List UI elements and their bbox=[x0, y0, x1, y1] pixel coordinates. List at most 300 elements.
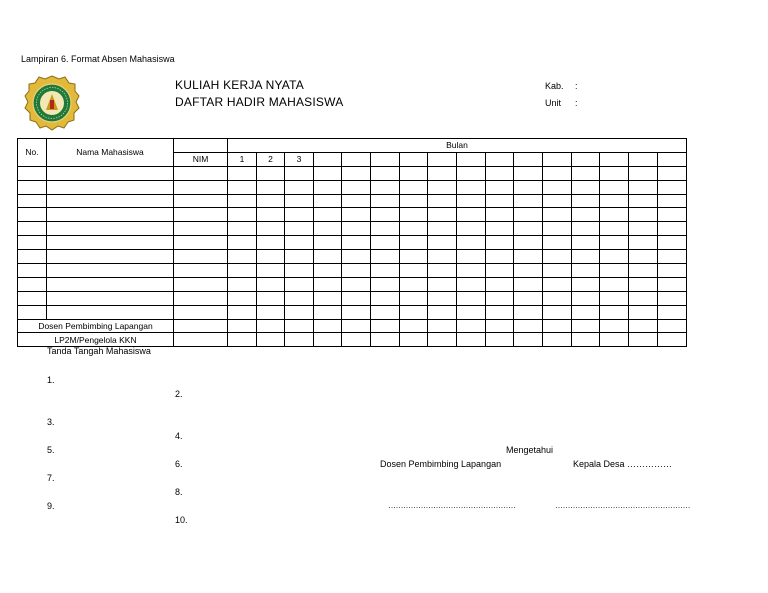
table-cell[interactable] bbox=[486, 222, 514, 236]
table-cell[interactable] bbox=[174, 250, 228, 264]
table-cell[interactable] bbox=[371, 236, 400, 250]
signature-number-3: 3. bbox=[47, 417, 55, 427]
table-cell[interactable] bbox=[428, 222, 457, 236]
table-cell[interactable] bbox=[47, 194, 174, 208]
header-blank bbox=[174, 139, 228, 153]
table-cell[interactable] bbox=[658, 264, 687, 278]
table-cell[interactable] bbox=[257, 194, 285, 208]
header-day-blank bbox=[428, 152, 457, 166]
table-cell[interactable] bbox=[47, 222, 174, 236]
table-cell[interactable] bbox=[658, 305, 687, 319]
table-cell[interactable] bbox=[428, 319, 457, 333]
table-cell[interactable] bbox=[514, 208, 543, 222]
table-cell[interactable] bbox=[257, 277, 285, 291]
header-day-1: 1 bbox=[228, 152, 257, 166]
table-cell[interactable] bbox=[629, 305, 658, 319]
table-cell[interactable] bbox=[629, 222, 658, 236]
table-cell[interactable] bbox=[342, 208, 371, 222]
table-cell[interactable] bbox=[486, 208, 514, 222]
table-cell[interactable] bbox=[572, 236, 600, 250]
table-cell[interactable] bbox=[18, 166, 47, 180]
table-cell[interactable] bbox=[600, 222, 629, 236]
table-cell[interactable] bbox=[285, 250, 314, 264]
table-cell[interactable] bbox=[543, 180, 572, 194]
table-cell[interactable] bbox=[371, 194, 400, 208]
table-cell[interactable] bbox=[47, 291, 174, 305]
table-cell[interactable] bbox=[658, 180, 687, 194]
table-cell[interactable] bbox=[629, 236, 658, 250]
table-cell[interactable] bbox=[47, 236, 174, 250]
header-day-blank bbox=[314, 152, 342, 166]
table-cell[interactable] bbox=[400, 166, 428, 180]
table-cell[interactable] bbox=[400, 250, 428, 264]
attendance-table bbox=[17, 138, 687, 347]
table-cell[interactable] bbox=[314, 222, 342, 236]
table-cell[interactable] bbox=[314, 291, 342, 305]
table-cell[interactable] bbox=[572, 305, 600, 319]
table-cell[interactable] bbox=[400, 277, 428, 291]
table-cell[interactable] bbox=[543, 333, 572, 347]
table-cell[interactable] bbox=[514, 305, 543, 319]
table-cell[interactable] bbox=[18, 305, 47, 319]
signature-number-6: 6. bbox=[175, 459, 183, 469]
table-cell[interactable] bbox=[257, 319, 285, 333]
table-cell[interactable] bbox=[228, 166, 257, 180]
signature-number-10: 10. bbox=[175, 515, 188, 525]
table-cell[interactable] bbox=[257, 236, 285, 250]
header-day-3: 3 bbox=[285, 152, 314, 166]
table-cell[interactable] bbox=[572, 222, 600, 236]
table-cell[interactable] bbox=[18, 194, 47, 208]
table-cell[interactable] bbox=[400, 180, 428, 194]
footer-row-label: Dosen Pembimbing Lapangan bbox=[18, 319, 174, 333]
table-cell[interactable] bbox=[257, 166, 285, 180]
table-cell[interactable] bbox=[658, 319, 687, 333]
table-cell[interactable] bbox=[228, 291, 257, 305]
table-cell[interactable] bbox=[658, 194, 687, 208]
table-cell[interactable] bbox=[572, 194, 600, 208]
table-cell[interactable] bbox=[314, 319, 342, 333]
kab-label: Kab. bbox=[545, 81, 564, 91]
header-day-blank bbox=[486, 152, 514, 166]
table-cell[interactable] bbox=[629, 291, 658, 305]
unit-label: Unit bbox=[545, 98, 562, 108]
table-row bbox=[18, 264, 687, 278]
table-cell[interactable] bbox=[428, 291, 457, 305]
kepala-desa-label: Kepala Desa …………… bbox=[573, 459, 673, 469]
table-cell[interactable] bbox=[228, 180, 257, 194]
table-cell[interactable] bbox=[18, 264, 47, 278]
table-cell[interactable] bbox=[371, 208, 400, 222]
table-cell[interactable] bbox=[543, 208, 572, 222]
table-cell[interactable] bbox=[600, 333, 629, 347]
table-cell[interactable] bbox=[572, 291, 600, 305]
table-cell[interactable] bbox=[285, 319, 314, 333]
header-bulan: Bulan bbox=[228, 139, 687, 153]
table-cell[interactable] bbox=[47, 208, 174, 222]
table-row bbox=[18, 305, 687, 319]
table-cell[interactable] bbox=[314, 333, 342, 347]
table-cell[interactable] bbox=[572, 250, 600, 264]
table-cell[interactable] bbox=[228, 333, 257, 347]
table-cell[interactable] bbox=[457, 264, 486, 278]
table-cell[interactable] bbox=[428, 208, 457, 222]
table-cell[interactable] bbox=[47, 166, 174, 180]
signature-number-7: 7. bbox=[47, 473, 55, 483]
kepala-desa-signature-line: ……………………………………………… bbox=[555, 501, 690, 510]
table-cell[interactable] bbox=[257, 222, 285, 236]
table-cell[interactable] bbox=[457, 180, 486, 194]
header-no: No. bbox=[18, 139, 47, 167]
table-cell[interactable] bbox=[457, 250, 486, 264]
table-cell[interactable] bbox=[174, 277, 228, 291]
table-cell[interactable] bbox=[18, 208, 47, 222]
table-cell[interactable] bbox=[228, 319, 257, 333]
table-cell[interactable] bbox=[600, 250, 629, 264]
table-cell[interactable] bbox=[658, 250, 687, 264]
table-row bbox=[18, 194, 687, 208]
table-cell[interactable] bbox=[600, 194, 629, 208]
table-cell[interactable] bbox=[514, 236, 543, 250]
table-cell[interactable] bbox=[486, 319, 514, 333]
table-cell[interactable] bbox=[18, 180, 47, 194]
table-cell[interactable] bbox=[543, 264, 572, 278]
table-cell[interactable] bbox=[629, 277, 658, 291]
table-row bbox=[18, 277, 687, 291]
signature-number-5: 5. bbox=[47, 445, 55, 455]
table-cell[interactable] bbox=[600, 236, 629, 250]
dosen-pembimbing-label: Dosen Pembimbing Lapangan bbox=[380, 459, 502, 469]
table-cell[interactable] bbox=[629, 264, 658, 278]
table-cell[interactable] bbox=[658, 166, 687, 180]
table-cell[interactable] bbox=[228, 305, 257, 319]
table-cell[interactable] bbox=[314, 305, 342, 319]
table-cell[interactable] bbox=[428, 277, 457, 291]
table-cell[interactable] bbox=[342, 222, 371, 236]
table-cell[interactable] bbox=[629, 194, 658, 208]
table-cell[interactable] bbox=[174, 305, 228, 319]
table-cell[interactable] bbox=[314, 180, 342, 194]
signature-number-4: 4. bbox=[175, 431, 183, 441]
table-cell[interactable] bbox=[543, 250, 572, 264]
table-cell[interactable] bbox=[285, 333, 314, 347]
table-cell[interactable] bbox=[371, 180, 400, 194]
table-cell[interactable] bbox=[457, 194, 486, 208]
table-cell[interactable] bbox=[371, 333, 400, 347]
signature-number-2: 2. bbox=[175, 389, 183, 399]
table-cell[interactable] bbox=[314, 236, 342, 250]
table-cell[interactable] bbox=[174, 194, 228, 208]
table-cell[interactable] bbox=[572, 180, 600, 194]
table-cell[interactable] bbox=[486, 264, 514, 278]
table-cell[interactable] bbox=[342, 166, 371, 180]
table-cell[interactable] bbox=[658, 208, 687, 222]
table-cell[interactable] bbox=[543, 319, 572, 333]
dosen-signature-line: …………………………………………… bbox=[388, 501, 516, 510]
table-row bbox=[18, 180, 687, 194]
footer-row bbox=[18, 319, 687, 333]
table-cell[interactable] bbox=[174, 236, 228, 250]
table-cell[interactable] bbox=[514, 264, 543, 278]
table-cell[interactable] bbox=[371, 291, 400, 305]
table-cell[interactable] bbox=[371, 305, 400, 319]
table-cell[interactable] bbox=[514, 166, 543, 180]
table-cell[interactable] bbox=[400, 291, 428, 305]
header-nama-mahasiswa: Nama Mahasiswa bbox=[47, 139, 174, 167]
table-cell[interactable] bbox=[18, 250, 47, 264]
table-cell[interactable] bbox=[457, 277, 486, 291]
table-cell[interactable] bbox=[285, 208, 314, 222]
table-cell[interactable] bbox=[572, 319, 600, 333]
table-cell[interactable] bbox=[457, 208, 486, 222]
table-cell[interactable] bbox=[371, 250, 400, 264]
table-cell[interactable] bbox=[543, 194, 572, 208]
table-cell[interactable] bbox=[457, 319, 486, 333]
table-cell[interactable] bbox=[600, 264, 629, 278]
table-cell[interactable] bbox=[371, 277, 400, 291]
table-cell[interactable] bbox=[228, 250, 257, 264]
table-cell[interactable] bbox=[514, 222, 543, 236]
table-cell[interactable] bbox=[457, 291, 486, 305]
table-cell[interactable] bbox=[371, 319, 400, 333]
table-cell[interactable] bbox=[514, 277, 543, 291]
unit-colon: : bbox=[575, 98, 578, 108]
table-cell[interactable] bbox=[314, 250, 342, 264]
table-cell[interactable] bbox=[514, 291, 543, 305]
table-cell[interactable] bbox=[257, 333, 285, 347]
table-cell[interactable] bbox=[514, 250, 543, 264]
table-row bbox=[18, 291, 687, 305]
table-cell[interactable] bbox=[572, 208, 600, 222]
table-cell[interactable] bbox=[18, 291, 47, 305]
table-cell[interactable] bbox=[600, 277, 629, 291]
table-cell[interactable] bbox=[342, 333, 371, 347]
table-cell[interactable] bbox=[257, 180, 285, 194]
table-cell[interactable] bbox=[228, 264, 257, 278]
table-cell[interactable] bbox=[486, 291, 514, 305]
table-cell[interactable] bbox=[314, 208, 342, 222]
table-cell[interactable] bbox=[174, 319, 228, 333]
table-cell[interactable] bbox=[658, 333, 687, 347]
table-cell[interactable] bbox=[314, 194, 342, 208]
table-cell[interactable] bbox=[47, 180, 174, 194]
table-cell[interactable] bbox=[174, 291, 228, 305]
table-cell[interactable] bbox=[257, 208, 285, 222]
table-cell[interactable] bbox=[257, 305, 285, 319]
table-cell[interactable] bbox=[457, 305, 486, 319]
table-cell[interactable] bbox=[600, 305, 629, 319]
header-day-blank bbox=[543, 152, 572, 166]
table-cell[interactable] bbox=[600, 208, 629, 222]
table-cell[interactable] bbox=[629, 180, 658, 194]
table-cell[interactable] bbox=[428, 333, 457, 347]
header-nim: NIM bbox=[174, 152, 228, 166]
table-cell[interactable] bbox=[342, 180, 371, 194]
table-cell[interactable] bbox=[572, 333, 600, 347]
table-cell[interactable] bbox=[514, 333, 543, 347]
table-cell[interactable] bbox=[629, 208, 658, 222]
table-cell[interactable] bbox=[285, 166, 314, 180]
table-cell[interactable] bbox=[428, 236, 457, 250]
table-cell[interactable] bbox=[47, 277, 174, 291]
table-cell[interactable] bbox=[342, 305, 371, 319]
table-cell[interactable] bbox=[629, 250, 658, 264]
table-cell[interactable] bbox=[543, 236, 572, 250]
table-cell[interactable] bbox=[457, 222, 486, 236]
table-cell[interactable] bbox=[228, 236, 257, 250]
table-cell[interactable] bbox=[314, 166, 342, 180]
table-cell[interactable] bbox=[658, 236, 687, 250]
table-cell[interactable] bbox=[486, 166, 514, 180]
table-cell[interactable] bbox=[400, 333, 428, 347]
title-daftar-hadir: DAFTAR HADIR MAHASISWA bbox=[175, 95, 344, 109]
table-cell[interactable] bbox=[572, 277, 600, 291]
signature-number-9: 9. bbox=[47, 501, 55, 511]
table-cell[interactable] bbox=[342, 291, 371, 305]
table-cell[interactable] bbox=[572, 166, 600, 180]
table-cell[interactable] bbox=[629, 319, 658, 333]
table-cell[interactable] bbox=[371, 264, 400, 278]
table-cell[interactable] bbox=[486, 194, 514, 208]
table-cell[interactable] bbox=[486, 180, 514, 194]
table-cell[interactable] bbox=[314, 277, 342, 291]
table-cell[interactable] bbox=[228, 277, 257, 291]
table-cell[interactable] bbox=[514, 319, 543, 333]
table-cell[interactable] bbox=[314, 264, 342, 278]
signature-number-1: 1. bbox=[47, 375, 55, 385]
table-cell[interactable] bbox=[285, 291, 314, 305]
table-cell[interactable] bbox=[428, 305, 457, 319]
signature-number-8: 8. bbox=[175, 487, 183, 497]
table-cell[interactable] bbox=[457, 236, 486, 250]
table-cell[interactable] bbox=[342, 264, 371, 278]
table-cell[interactable] bbox=[47, 250, 174, 264]
table-cell[interactable] bbox=[174, 208, 228, 222]
table-cell[interactable] bbox=[543, 166, 572, 180]
footer-row bbox=[18, 333, 687, 347]
table-cell[interactable] bbox=[543, 222, 572, 236]
table-cell[interactable] bbox=[658, 277, 687, 291]
table-cell[interactable] bbox=[285, 277, 314, 291]
table-row bbox=[18, 222, 687, 236]
table-row bbox=[18, 250, 687, 264]
table-cell[interactable] bbox=[629, 333, 658, 347]
table-cell[interactable] bbox=[18, 277, 47, 291]
table-cell[interactable] bbox=[228, 194, 257, 208]
table-cell[interactable] bbox=[543, 291, 572, 305]
header-day-blank bbox=[371, 152, 400, 166]
header-day-blank bbox=[600, 152, 629, 166]
table-cell[interactable] bbox=[629, 166, 658, 180]
table-cell[interactable] bbox=[342, 277, 371, 291]
table-cell[interactable] bbox=[174, 333, 228, 347]
table-cell[interactable] bbox=[174, 264, 228, 278]
table-cell[interactable] bbox=[18, 236, 47, 250]
table-cell[interactable] bbox=[486, 236, 514, 250]
table-cell[interactable] bbox=[514, 194, 543, 208]
table-cell[interactable] bbox=[600, 291, 629, 305]
signature-heading: Tanda Tangah Mahasiswa bbox=[47, 346, 151, 356]
table-cell[interactable] bbox=[428, 264, 457, 278]
table-cell[interactable] bbox=[658, 222, 687, 236]
table-cell[interactable] bbox=[400, 305, 428, 319]
table-cell[interactable] bbox=[572, 264, 600, 278]
table-cell[interactable] bbox=[174, 180, 228, 194]
header-day-blank bbox=[342, 152, 371, 166]
table-cell[interactable] bbox=[486, 333, 514, 347]
table-cell[interactable] bbox=[285, 222, 314, 236]
header-day-blank bbox=[658, 152, 687, 166]
table-cell[interactable] bbox=[543, 277, 572, 291]
table-cell[interactable] bbox=[400, 319, 428, 333]
table-cell[interactable] bbox=[486, 250, 514, 264]
table-cell[interactable] bbox=[400, 222, 428, 236]
table-cell[interactable] bbox=[600, 180, 629, 194]
table-cell[interactable] bbox=[400, 236, 428, 250]
table-cell[interactable] bbox=[371, 166, 400, 180]
table-cell[interactable] bbox=[400, 208, 428, 222]
table-cell[interactable] bbox=[257, 250, 285, 264]
table-cell[interactable] bbox=[174, 166, 228, 180]
table-cell[interactable] bbox=[228, 222, 257, 236]
table-cell[interactable] bbox=[257, 264, 285, 278]
table-row bbox=[18, 236, 687, 250]
table-cell[interactable] bbox=[457, 166, 486, 180]
table-cell[interactable] bbox=[342, 236, 371, 250]
table-cell[interactable] bbox=[285, 264, 314, 278]
table-cell[interactable] bbox=[400, 194, 428, 208]
header-day-2: 2 bbox=[257, 152, 285, 166]
table-cell[interactable] bbox=[600, 319, 629, 333]
table-cell[interactable] bbox=[428, 166, 457, 180]
table-cell[interactable] bbox=[18, 222, 47, 236]
table-row bbox=[18, 208, 687, 222]
table-cell[interactable] bbox=[285, 236, 314, 250]
table-cell[interactable] bbox=[285, 180, 314, 194]
title-kkn: KULIAH KERJA NYATA bbox=[175, 78, 304, 92]
table-cell[interactable] bbox=[371, 222, 400, 236]
table-cell[interactable] bbox=[342, 250, 371, 264]
table-cell[interactable] bbox=[228, 208, 257, 222]
table-cell[interactable] bbox=[174, 222, 228, 236]
table-cell[interactable] bbox=[285, 194, 314, 208]
table-cell[interactable] bbox=[543, 305, 572, 319]
kab-colon: : bbox=[575, 81, 578, 91]
table-cell[interactable] bbox=[428, 250, 457, 264]
table-cell[interactable] bbox=[428, 194, 457, 208]
table-cell[interactable] bbox=[658, 291, 687, 305]
table-cell[interactable] bbox=[47, 305, 174, 319]
table-cell[interactable] bbox=[486, 277, 514, 291]
header-day-blank bbox=[514, 152, 543, 166]
header-day-blank bbox=[629, 152, 658, 166]
table-cell[interactable] bbox=[514, 180, 543, 194]
table-cell[interactable] bbox=[342, 319, 371, 333]
table-cell[interactable] bbox=[400, 264, 428, 278]
header-day-blank bbox=[457, 152, 486, 166]
table-cell[interactable] bbox=[342, 194, 371, 208]
table-cell[interactable] bbox=[428, 180, 457, 194]
table-cell[interactable] bbox=[486, 305, 514, 319]
header-day-blank bbox=[572, 152, 600, 166]
table-cell[interactable] bbox=[600, 166, 629, 180]
table-cell[interactable] bbox=[457, 333, 486, 347]
table-cell[interactable] bbox=[47, 264, 174, 278]
university-logo bbox=[23, 75, 81, 131]
table-cell[interactable] bbox=[257, 291, 285, 305]
mengetahui-label: Mengetahui bbox=[506, 445, 554, 455]
table-cell[interactable] bbox=[285, 305, 314, 319]
